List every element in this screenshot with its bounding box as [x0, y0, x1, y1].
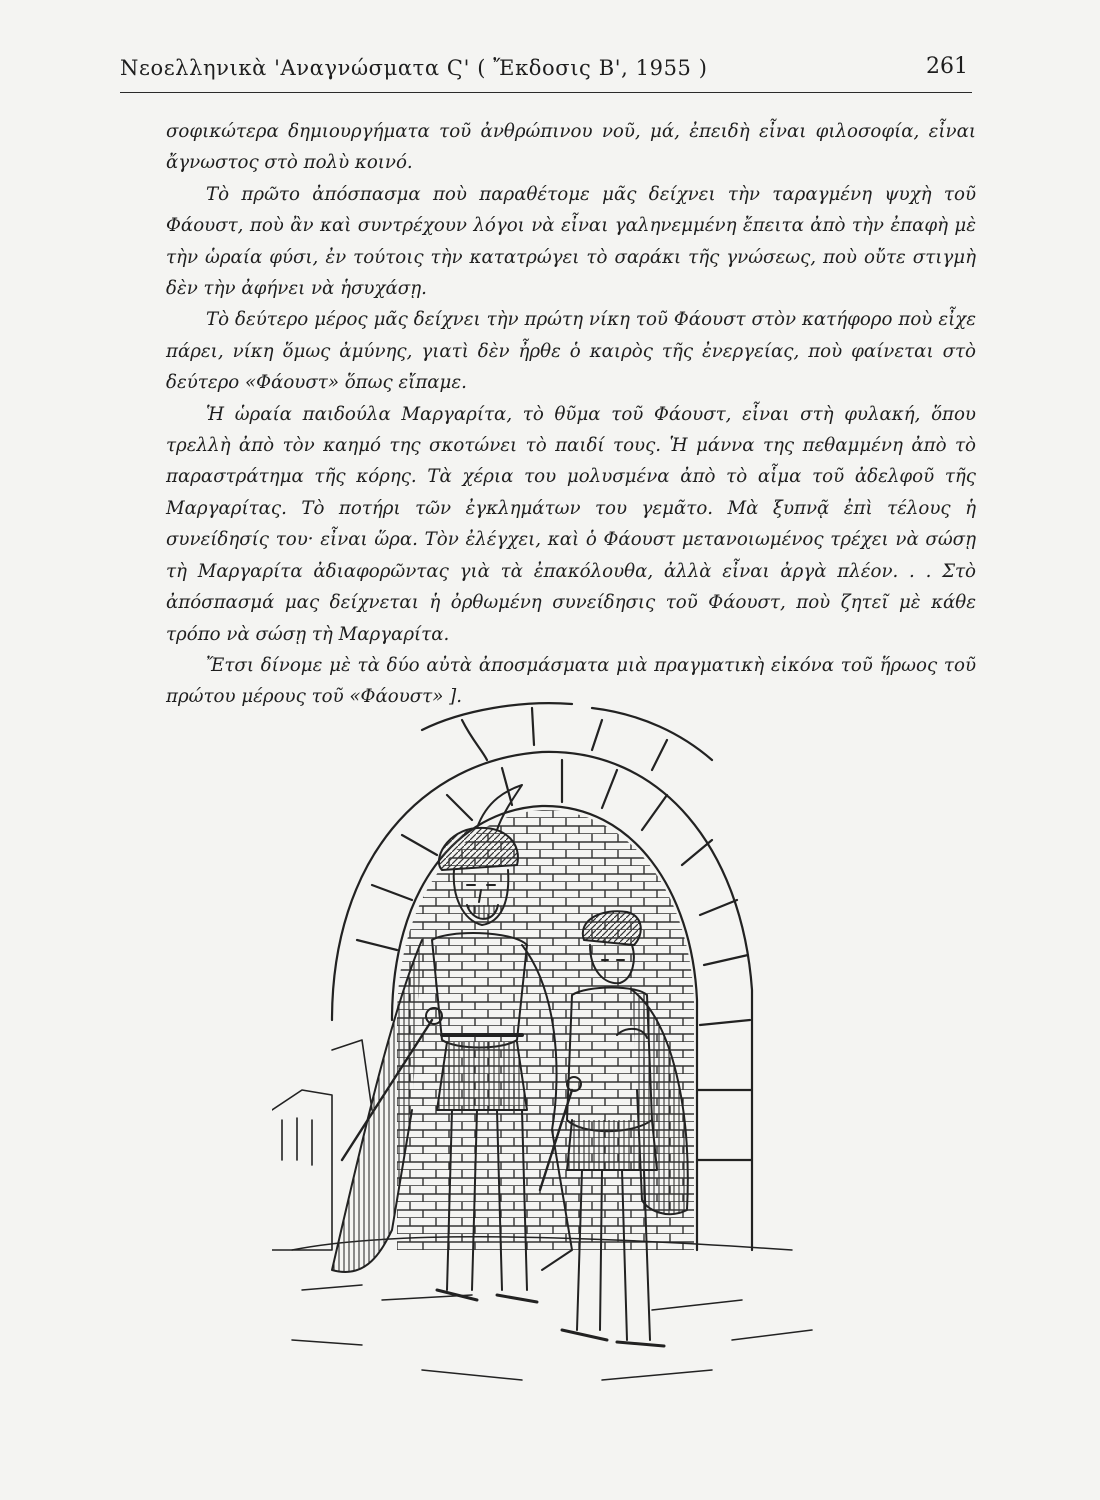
paragraph: Τὸ πρῶτο ἀπόσπασμα ποὺ παραθέτομε μᾶς δείχνει τὴν ταραγμένη ψυχὴ τοῦ Φάουστ, ποὺ ἂν καὶ συντρέχουν λόγοι νὰ εἶναι γαληνεμμένη ἔπειτα ἀπὸ τὴν ἐπαφὴ μὲ τὴν ὡραία φύσι, ἐν τούτοις τὴν κατατρώγει τὸ σαράκι τῆς γνώσεως, ποὺ οὔτε στιγμὴ δὲν τὴν ἀφήνει νὰ ἡσυχάσῃ. [166, 183, 976, 300]
body-text [166, 116, 976, 713]
page-number: 261 [926, 54, 968, 79]
running-header [120, 52, 972, 93]
paragraph: Ἡ ὡραία παιδούλα Μαργαρίτα, τὸ θῦμα τοῦ Φάουστ, εἶναι στὴ φυλακή, ὅπου τρελλὴ ἀπὸ τὸν καημό της σκοτώνει τὸ παιδί τους. Ἡ μάννα της πεθαμμένη ἀπὸ τὸ παραστράτημα τῆς κόρης. Τὰ χέρια του μολυσμένα ἀπὸ τὸ αἷμα τοῦ ἀδελφοῦ τῆς Μαργαρίτας. Τὸ ποτήρι τῶν ἐγκλημάτων του γεμᾶτο. Μὰ ξυπνᾷ ἐπὶ τέλους ἡ συνείδησίς του· εἶναι ὥρα. Τὸν ἐλέγχει, καὶ ὁ Φάουστ μετανοιωμένος τρέχει νὰ σώσῃ τὴ Μαργαρίτα ἀδιαφορῶντας γιὰ τὰ ἐπακόλουθα, ἀλλὰ εἶναι ἀργὰ πλέον. . . Στὸ ἀπόσπασμά μας δείχνεται ἡ ὀρθωμένη συνείδησις τοῦ Φάουστ, ποὺ ζητεῖ μὲ κάθε τρόπο νὰ σώσῃ τὴ Μαργαρίτα. [166, 403, 976, 645]
paragraph: Τὸ δεύτερο μέρος μᾶς δείχνει τὴν πρώτη νίκη τοῦ Φάουστ στὸν κατήφορο ποὺ εἶχε πάρει, νίκη ὅμως ἀμύνης, γιατὶ δὲν ἦρθε ὁ καιρὸς τῆς ἐνεργείας, ποὺ φαίνεται στὸ δεύτερο «Φάουστ» ὅπως εἴπαμε. [166, 309, 976, 394]
header-title: Νεοελληνικὰ 'Αναγνώσματα Ϛ' ( Ἔκδοσις Β', 1955 ) [120, 56, 708, 80]
faust-illustration [272, 690, 832, 1420]
paragraph: Ἔτσι δίνομε μὲ τὰ δύο αὐτὰ ἀποσμάσματα μιὰ πραγματικὴ εἰκόνα τοῦ ἥρωος τοῦ πρώτου μέρους τοῦ «Φάουστ» ]. [166, 654, 976, 708]
paragraph: σοφικώτερα δημιουργήματα τοῦ ἀνθρώπινου νοῦ, μά, ἐπειδὴ εἶναι φιλοσοφία, εἶναι ἄγνωστος στὸ πολὺ κοινό. [166, 121, 976, 174]
